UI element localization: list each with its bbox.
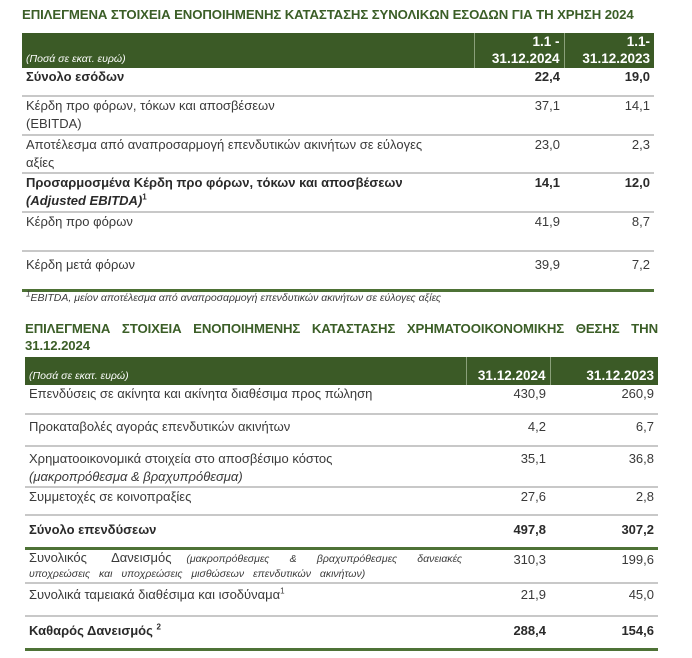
table-row: [25, 548, 658, 583]
value-2024: 21,9: [466, 583, 550, 616]
value-2023: 2,8: [550, 487, 658, 515]
table-row: [22, 251, 654, 290]
table-row: [25, 583, 658, 616]
value-2024: 22,4: [474, 68, 564, 96]
value-2024: 41,9: [474, 212, 564, 251]
table-row: [22, 68, 654, 96]
row-label: Καθαρός Δανεισμός $^2$: [25, 616, 466, 649]
value-2023: 19,0: [564, 68, 654, 96]
column-header-2023: 31.12.2023: [550, 357, 658, 385]
row-label: Αποτέλεσμα από αναπροσαρμογή επενδυτικών ακινήτων σε εύλογες αξίες: [22, 135, 474, 173]
row-label: Επενδύσεις σε ακίνητα και ακίνητα διαθέσιμα προς πώληση: [25, 385, 466, 414]
value-2024: 14,1: [474, 173, 564, 212]
column-header-2023: 1.1- 31.12.2023: [564, 33, 654, 68]
value-2024: 430,9: [466, 385, 550, 414]
value-2024: 27,6: [466, 487, 550, 515]
table-header-row: [25, 357, 658, 385]
row-label: Σύνολο εσόδων: [22, 68, 474, 96]
value-2023: 260,9: [550, 385, 658, 414]
table-row: [25, 385, 658, 414]
value-2024: 35,1: [466, 446, 550, 487]
row-label: Συνολικά ταμειακά διαθέσιμα και ισοδύναμα$^1$: [25, 583, 466, 616]
units-label: (Ποσά σε εκατ. ευρώ): [22, 33, 474, 68]
table-row: [25, 446, 658, 487]
value-2024: 497,8: [466, 515, 550, 548]
value-2024: 288,4: [466, 616, 550, 649]
column-header-2024: 31.12.2024: [466, 357, 550, 385]
value-2024: 4,2: [466, 414, 550, 446]
table-row: [25, 515, 658, 548]
value-2024: 23,0: [474, 135, 564, 173]
income-statement-table: [22, 33, 654, 292]
table-row: [25, 414, 658, 446]
value-2023: 36,8: [550, 446, 658, 487]
row-label: Συμμετοχές σε κοινοπραξίες: [25, 487, 466, 515]
row-label: Κέρδη προ φόρων, τόκων και αποσβέσεων (EBITDA): [22, 96, 474, 135]
table-row: [22, 135, 654, 173]
units-label: (Ποσά σε εκατ. ευρώ): [25, 357, 466, 385]
row-label: Χρηματοοικονομικά στοιχεία στο αποσβέσιμο κόστος (μακροπρόθεσμα & βραχυπρόθεσμα): [25, 446, 466, 487]
row-label: Κέρδη μετά φόρων: [22, 251, 474, 290]
financial-position-title: ΕΠΙΛΕΓΜΕΝΑ ΣΤΟΙΧΕΙΑ ΕΝΟΠΟΙΗΜΕΝΗΣ ΚΑΤΑΣΤΑΣΗΣ ΧΡΗΜΑΤΟΟΙΚΟΝΟΜΙΚΗΣ ΘΕΣΗΣ ΤΗΝ 31.12.2024: [25, 321, 658, 353]
table-row: [22, 96, 654, 135]
table-header-row: [22, 33, 654, 68]
value-2023: 14,1: [564, 96, 654, 135]
row-label: Προσαρμοσμένα Κέρδη προ φόρων, τόκων και αποσβέσεων (Adjusted EBITDA)$^1$: [22, 173, 474, 212]
value-2023: 2,3: [564, 135, 654, 173]
row-label: Κέρδη προ φόρων: [22, 212, 474, 251]
row-label: Σύνολο επενδύσεων: [25, 515, 466, 548]
value-2023: 45,0: [550, 583, 658, 616]
table-row: [25, 616, 658, 649]
footnote: $^1$EBITDA, μείον αποτέλεσμα από αναπροσαρμογή επενδυτικών ακινήτων σε εύλογες αξίες: [26, 289, 442, 304]
value-2023: 12,0: [564, 173, 654, 212]
value-2023: 8,7: [564, 212, 654, 251]
value-2024: 310,3: [466, 548, 550, 583]
value-2023: 7,2: [564, 251, 654, 290]
table-row: [25, 487, 658, 515]
value-2023: 199,6: [550, 548, 658, 583]
value-2024: 37,1: [474, 96, 564, 135]
value-2024: 39,9: [474, 251, 564, 290]
row-label: Συνολικός Δανεισμός (μακροπρόθεσμες & βραχυπρόθεσμες δανειακές υποχρεώσεις και υποχρεώσεις μισθώσεων επενδυτικών ακινήτων): [25, 548, 466, 583]
value-2023: 6,7: [550, 414, 658, 446]
table-row: [22, 212, 654, 251]
row-label: Προκαταβολές αγοράς επενδυτικών ακινήτων: [25, 414, 466, 446]
financial-position-table: [25, 357, 658, 651]
table-row: [22, 173, 654, 212]
income-statement-title: ΕΠΙΛΕΓΜΕΝΑ ΣΤΟΙΧΕΙΑ ΕΝΟΠΟΙΗΜΕΝΗΣ ΚΑΤΑΣΤΑΣΗΣ ΣΥΝΟΛΙΚΩΝ ΕΣΟΔΩΝ ΓΙΑ ΤΗ ΧΡΗΣΗ 2024: [22, 7, 634, 22]
value-2023: 154,6: [550, 616, 658, 649]
value-2023: 307,2: [550, 515, 658, 548]
column-header-2024: 1.1 - 31.12.2024: [474, 33, 564, 68]
